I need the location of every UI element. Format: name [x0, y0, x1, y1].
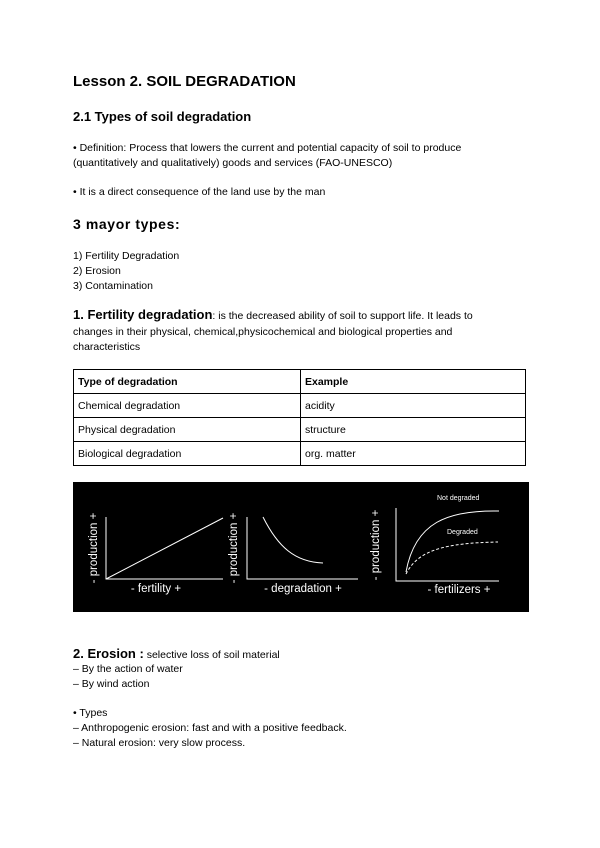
table-header-cell: Example — [301, 370, 526, 394]
definition-line-2: (quantitatively and qualitatively) goods and services (FAO-UNESCO) — [73, 157, 393, 169]
panel-3-graph — [396, 508, 499, 581]
table-cell: Physical degradation — [74, 418, 301, 442]
production-graphs-svg — [73, 482, 529, 612]
table-row — [74, 394, 526, 418]
panel-2-axes — [247, 517, 358, 579]
panel-3-axes — [396, 508, 499, 581]
erosion-heading: 2. Erosion : — [73, 646, 144, 661]
panel-2-ylabel: - production + — [228, 512, 240, 584]
erosion-item: – By wind action — [73, 678, 150, 690]
erosion-types-label: • Types — [73, 707, 108, 719]
panel-3-curve-not-degraded — [406, 511, 499, 572]
erosion-desc: selective loss of soil material — [143, 649, 280, 661]
panel-3-ylabel: - production + — [370, 509, 382, 581]
panel-1-ylabel: - production + — [88, 512, 100, 584]
panel-3-curve-degraded — [406, 542, 498, 574]
panel-3-label-degraded: Degraded — [447, 529, 478, 536]
table-header-row — [74, 370, 526, 394]
fertility-desc-line-1: : is the decreased ability of soil to support life. It leads to — [212, 310, 473, 322]
major-types-heading: 3 mayor types: — [73, 216, 181, 232]
major-type-item: 1) Fertility Degradation — [73, 250, 180, 262]
fertility-desc-line-3: characteristics — [73, 341, 141, 353]
fertility-heading: 1. Fertility degradation — [73, 307, 213, 322]
panel-1-line — [106, 518, 223, 579]
table-cell: org. matter — [301, 442, 526, 466]
table-cell: acidity — [301, 394, 526, 418]
panel-1-xlabel: - fertility + — [130, 583, 182, 595]
table-cell: structure — [301, 418, 526, 442]
consequence-line: • It is a direct consequence of the land use by the man — [73, 186, 326, 198]
page-title: Lesson 2. SOIL DEGRADATION — [73, 73, 296, 90]
erosion-item: – By the action of water — [73, 663, 183, 675]
panel-3-label-not-degraded: Not degraded — [437, 495, 480, 502]
erosion-type-item: – Natural erosion: very slow process. — [73, 737, 246, 749]
panel-3-xlabel: - fertilizers + — [427, 584, 491, 596]
panel-1-graph — [106, 517, 223, 579]
table-header-cell: Type of degradation — [74, 370, 301, 394]
fertility-desc-line-2: changes in their physical, chemical,physicochemical and biological properties and — [73, 326, 453, 338]
major-type-item: 3) Contamination — [73, 280, 153, 292]
fertility-paragraph — [73, 306, 473, 325]
table-cell: Biological degradation — [74, 442, 301, 466]
production-graphs-figure — [73, 482, 529, 612]
table-cell: Chemical degradation — [74, 394, 301, 418]
degradation-table — [73, 369, 526, 466]
table-row — [74, 418, 526, 442]
section-types-heading: 2.1 Types of soil degradation — [73, 109, 252, 124]
panel-2-xlabel: - degradation + — [264, 583, 342, 595]
panel-2-curve — [263, 517, 323, 563]
major-type-item: 2) Erosion — [73, 265, 121, 277]
definition-line-1: • Definition: Process that lowers the current and potential capacity of soil to produce — [73, 142, 462, 154]
table-row — [74, 442, 526, 466]
panel-2-graph — [247, 517, 358, 579]
erosion-type-item: – Anthropogenic erosion: fast and with a positive feedback. — [73, 722, 347, 734]
